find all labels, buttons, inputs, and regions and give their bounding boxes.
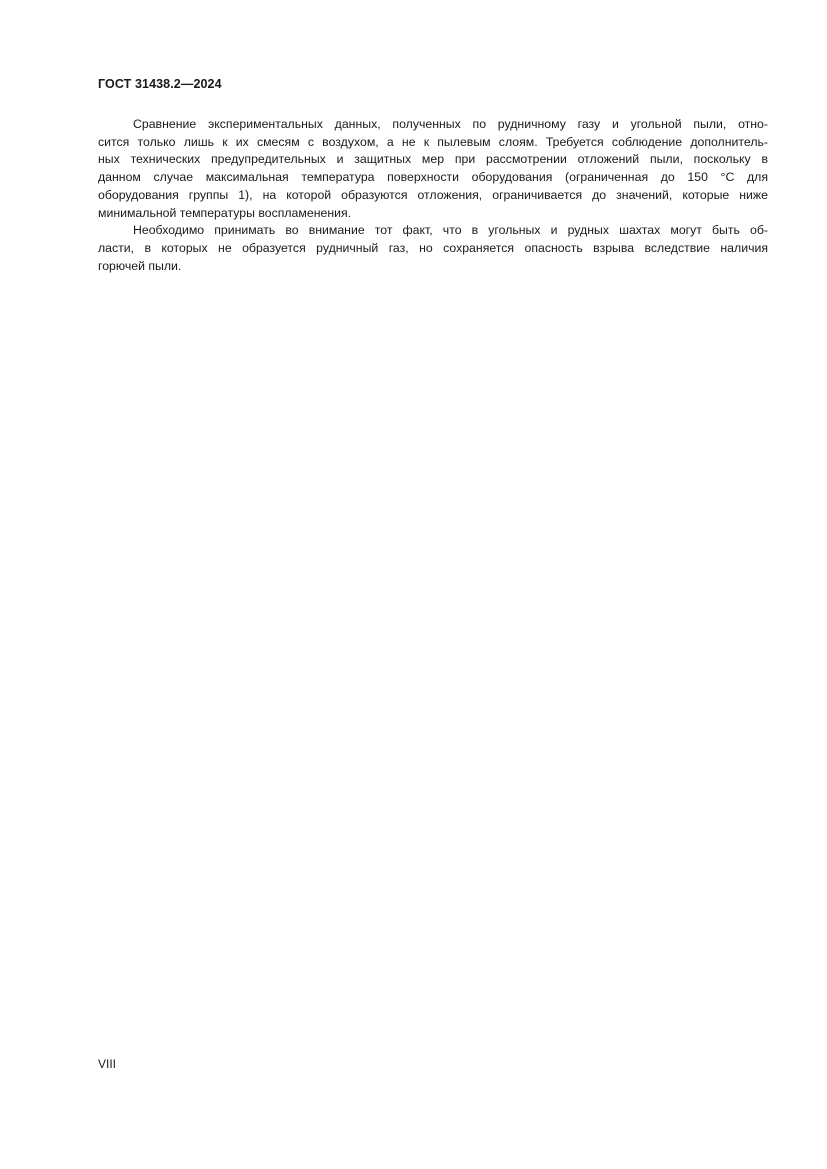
text-line: минимальной температуры воспламенения. — [98, 205, 352, 220]
text-line: Сравнение экспериментальных данных, полученных по рудничному газу и угольной пыли, отно- — [133, 117, 768, 131]
document-body — [98, 116, 768, 275]
text-line: оборудования группы 1), на которой образуются отложения, ограничивается до значений, которые ниже — [98, 187, 768, 202]
text-line: данном случае максимальная температура поверхности оборудования (ограниченная до 150 °С для — [98, 170, 768, 185]
text-line: ных технических предупредительных и защитных мер при рассмотрении отложений пыли, поскольку в — [98, 152, 768, 167]
paragraph-1 — [98, 116, 768, 222]
document-number-header: ГОСТ 31438.2—2024 — [98, 77, 222, 91]
text-line: ласти, в которых не образуется рудничный газ, но сохраняется опасность взрыва вследствие наличия — [98, 240, 768, 255]
text-line: Необходимо принимать во внимание тот факт, что в угольных и рудных шахтах могут быть об- — [133, 223, 768, 238]
page-number: VIII — [98, 1057, 117, 1071]
paragraph-2 — [98, 222, 768, 275]
text-line: сится только лишь к их смесям с воздухом, а не к пылевым слоям. Требуется соблюдение дополнитель- — [98, 134, 768, 149]
text-line: горючей пыли. — [98, 258, 182, 273]
